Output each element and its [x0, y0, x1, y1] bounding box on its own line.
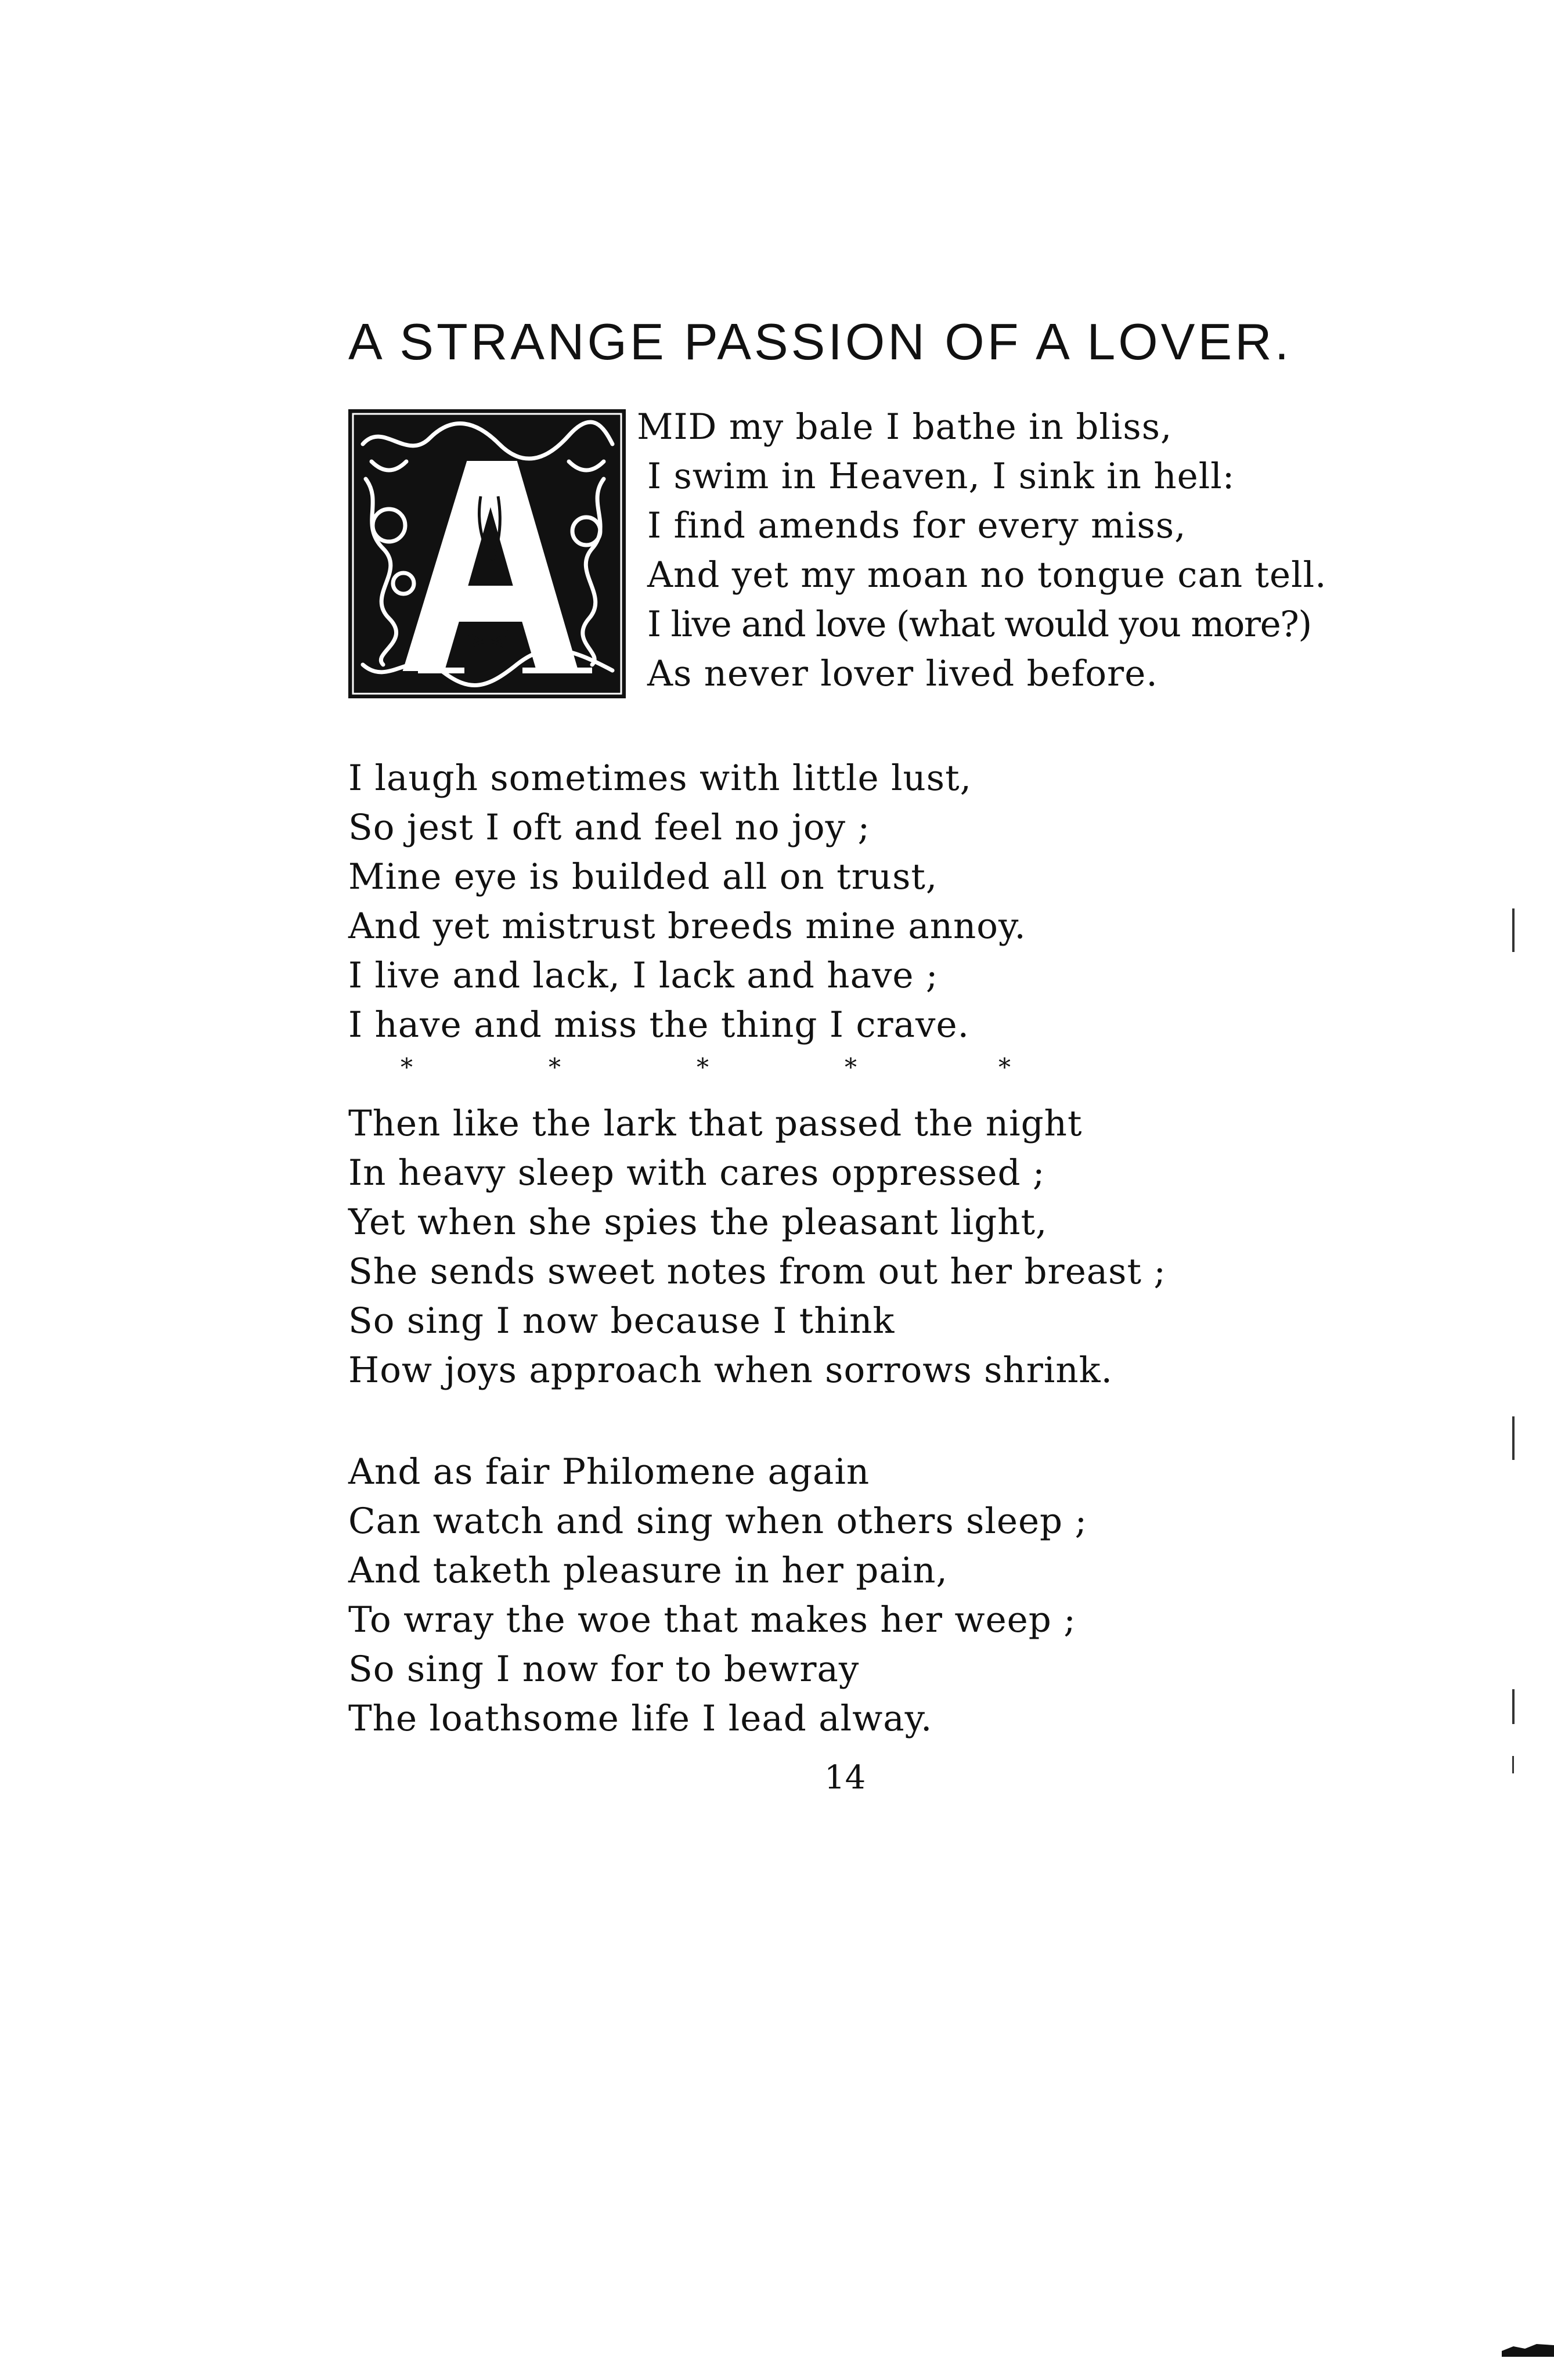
decorated-initial-art [348, 409, 626, 698]
stanza-3-line-5: So sing I now because I think [348, 1300, 895, 1342]
asterisk: * [998, 1053, 1011, 1081]
scan-mark [1512, 908, 1515, 952]
stanza-2-line-3: Mine eye is builded all on trust, [348, 856, 938, 897]
stanza-1-line-2: I swim in Heaven, I sink in hell: [647, 456, 1235, 497]
stanza-3-line-3: Yet when she spies the pleasant light, [348, 1202, 1048, 1243]
scan-corner-mark [1502, 2334, 1554, 2357]
stanza-2-line-4: And yet mistrust breeds mine annoy. [348, 906, 1026, 947]
stanza-4-line-4: To wray the woe that makes her weep ; [348, 1599, 1076, 1640]
scan-mark [1512, 1689, 1515, 1724]
stanza-1-line-5: I live and love (what would you more?) [647, 604, 1311, 645]
asterisk: * [845, 1053, 857, 1081]
stanza-4-line-1: And as fair Philomene again [348, 1451, 870, 1492]
scan-mark [1512, 1416, 1515, 1460]
asterisk: * [549, 1053, 561, 1081]
asterisk: * [697, 1053, 709, 1081]
stanza-1-line-1: MID my bale I bathe in bliss, [637, 406, 1173, 448]
stanza-2-line-1: I laugh sometimes with little lust, [348, 758, 972, 799]
stanza-3-line-1: Then like the lark that passed the night [348, 1103, 1083, 1144]
poem-title: A STRANGE PASSION OF A LOVER. [348, 313, 1292, 370]
page-number: 14 [824, 1759, 866, 1797]
stanza-4-line-3: And taketh pleasure in her pain, [348, 1550, 948, 1591]
stanza-3-line-2: In heavy sleep with cares oppressed ; [348, 1152, 1045, 1193]
stanza-1-line-3: I find amends for every miss, [647, 505, 1187, 546]
stanza-2-line-5: I live and lack, I lack and have ; [348, 955, 939, 996]
stanza-1-line-6: As never lover lived before. [647, 653, 1158, 694]
stanza-1-line-4: And yet my moan no tongue can tell. [647, 554, 1327, 596]
asterisk: * [401, 1053, 413, 1081]
stanza-2-line-2: So jest I oft and feel no joy ; [348, 807, 871, 848]
stanza-3-line-4: She sends sweet notes from out her breast ; [348, 1251, 1166, 1292]
stanza-4-line-5: So sing I now for to bewray [348, 1649, 860, 1690]
stanza-4-line-6: The loathsome life I lead alway. [348, 1698, 933, 1739]
asterisk-separator [401, 1055, 1039, 1090]
stanza-2-line-6: I have and miss the thing I crave. [348, 1004, 969, 1045]
stanza-4-line-2: Can watch and sing when others sleep ; [348, 1501, 1088, 1542]
scan-mark [1512, 1756, 1514, 1773]
decorated-initial [348, 409, 626, 698]
stanza-3-line-6: How joys approach when sorrows shrink. [348, 1350, 1113, 1391]
